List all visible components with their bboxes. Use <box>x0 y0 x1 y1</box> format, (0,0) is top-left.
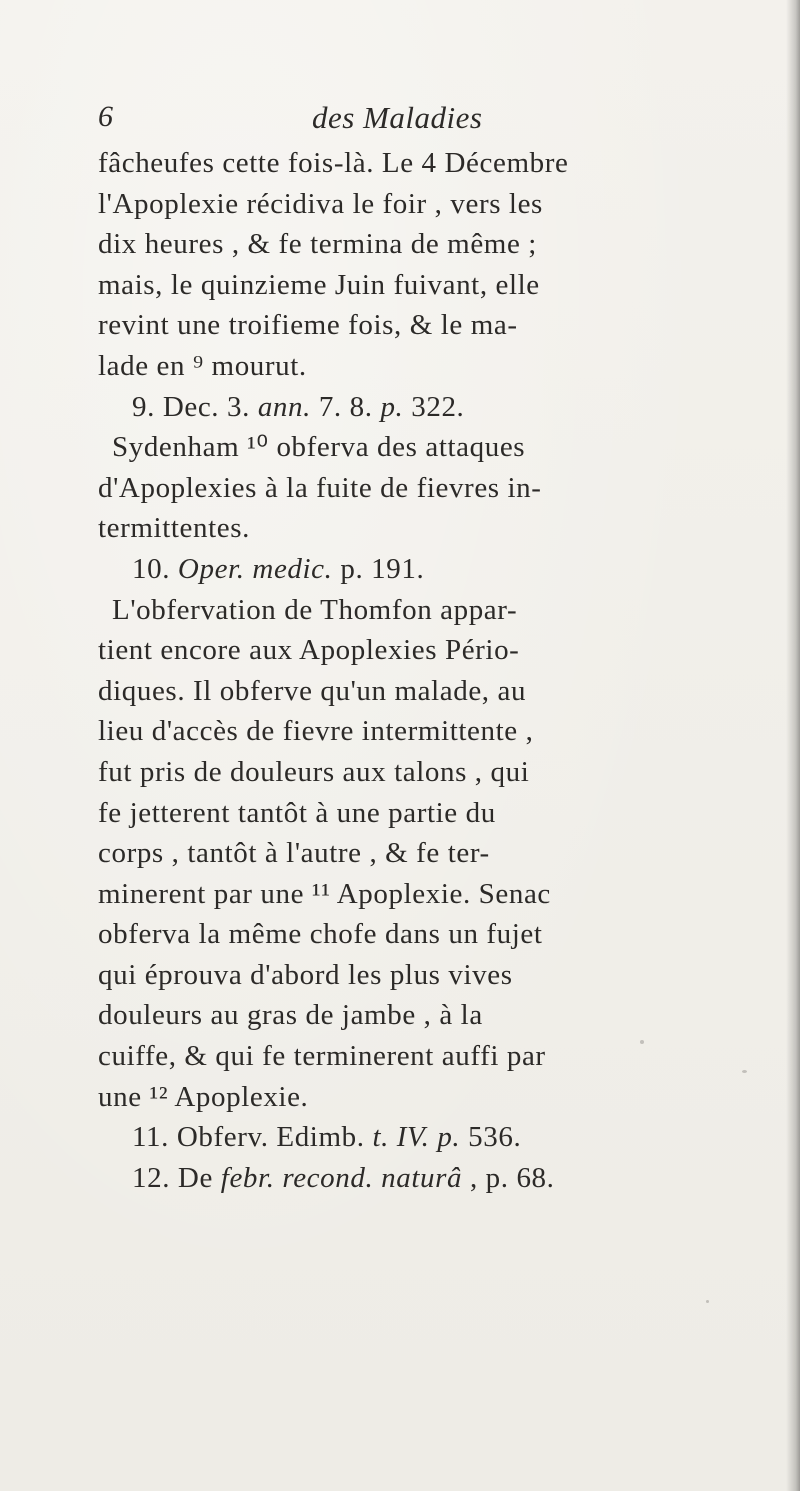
text-line: lieu d'accès de fievre intermittente , <box>98 715 534 748</box>
text-line: fâcheufes cette fois-là. Le 4 Décembre <box>98 147 569 179</box>
footnote-ref: Obferv. Edimb. <box>176 1121 365 1154</box>
text-line: revint une troifieme fois, & le ma- <box>98 309 518 342</box>
text-line: L'obfervation de Thomfon appar- <box>112 593 518 626</box>
text-line: termittentes. <box>98 512 250 545</box>
footnote-number: 9. <box>132 390 155 423</box>
paper-speck <box>742 1070 747 1073</box>
running-title: des Maladies <box>312 100 483 135</box>
footnote-number: 11. <box>132 1121 169 1154</box>
text-line: mais, le quinzieme Juin fuivant, elle <box>98 268 540 301</box>
footnote-10 <box>98 549 738 590</box>
footnote-number: 10. <box>132 552 171 585</box>
text-line: obferva la même chofe dans un fujet <box>98 918 543 951</box>
page-number: 6 <box>98 100 113 133</box>
footnote-ref: , p. 68. <box>469 1161 555 1194</box>
text-line: tient encore aux Apoplexies Pério- <box>98 634 520 667</box>
text-line: qui éprouva d'abord les plus vives <box>98 958 513 991</box>
footnote-ref: febr. recond. naturâ <box>220 1161 463 1194</box>
text-line: Sydenham ¹⁰ obferva des attaques <box>112 431 526 464</box>
paper-speck <box>640 1040 644 1044</box>
footnote-12 <box>98 1158 738 1199</box>
text-line: une ¹² Apoplexie. <box>98 1080 309 1113</box>
text-line: corps , tantôt à l'autre , & fe ter- <box>98 837 490 870</box>
text-line: minerent par une ¹¹ Apoplexie. Senac <box>98 877 551 910</box>
text-line: diques. Il obferve qu'un malade, au <box>98 674 527 707</box>
footnote-9 <box>98 387 738 428</box>
text-line: fe jetterent tantôt à une partie du <box>98 796 496 829</box>
footnote-ref: p. 191. <box>340 552 425 585</box>
footnote-ref: Dec. 3. <box>162 390 250 423</box>
text-line: cuiffe, & qui fe terminerent auffi par <box>98 1040 546 1073</box>
paper-speck <box>706 1300 709 1303</box>
footnote-ref: Oper. medic. <box>177 552 333 585</box>
page-edge-shadow <box>786 0 800 1491</box>
footnote-ref: p. <box>380 390 404 423</box>
footnote-ref: 7. 8. <box>318 390 373 423</box>
footnote-11 <box>98 1117 738 1158</box>
text-line: d'Apoplexies à la fuite de fievres in- <box>98 471 542 504</box>
footnote-ref: 536. <box>468 1121 522 1154</box>
footnote-ref: ann. <box>257 390 311 423</box>
footnote-ref: t. IV. p. <box>372 1121 461 1154</box>
footnote-ref: 322. <box>411 390 465 423</box>
page-header <box>98 100 728 140</box>
footnote-ref: De <box>177 1161 213 1194</box>
text-line: fut pris de douleurs aux talons , qui <box>98 755 530 788</box>
footnote-number: 12. <box>132 1161 171 1194</box>
text-line: lade en ⁹ mourut. <box>98 349 307 382</box>
text-line: douleurs au gras de jambe , à la <box>98 999 483 1032</box>
text-line: dix heures , & fe termina de même ; <box>98 228 537 261</box>
text-line: l'Apoplexie récidiva le foir , vers les <box>98 187 543 220</box>
